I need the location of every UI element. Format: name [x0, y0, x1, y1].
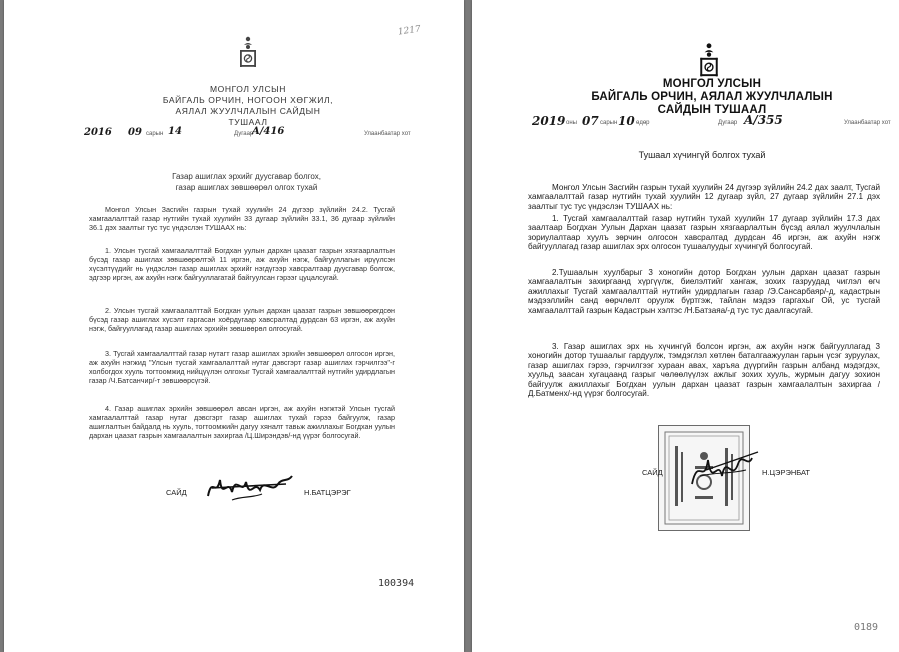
ministry-header-line: МОНГОЛ УЛСЫН	[209, 84, 287, 94]
clause-paragraph: 1. Тусгай хамгаалалттай газар нутгийн тухай хуулийн 17 дугаар зүйлийн 17.3 дах заалтаар Богдхан Уулын Дархан цаазат газрын хязгаарлалтын бүсэд аялал жуулчлалын зориулалтаар хуулъ зөрчин олгосон хавсралтад дурдсан 46 иргэн, аж ахуйн нэгж байгууллагад газар ашиглах эрх олгосон тушаалуудыг хүчингүй болгосугай.	[528, 214, 880, 252]
clause-paragraph: 3. Газар ашиглах эрх нь хүчингүй болсон иргэн, аж ахуйн нэгж байгууллагад 3 хоногийн дотор тушаалыг гардуулж, тэмдэглэл хөтлөн баталгаажуулан гарын үсэг зуруулах, газар ашиглах гэрээ, гэрчилгээг хураан авах, харъяа дүүргийн газрын албанд мэдэгдэх, хуульд заасан хугацаанд газрыг чөлөөлүүлэх ажлыг зохих хууль, журмын дагуу зохион байгуулж ажиллахыг Богдхан уулын дархан цаазат газрын хамгаалалтын захиргаа /Д.Батменх/-нд үүрэг болгосугай.	[528, 342, 880, 399]
ministry-header-line: САЙДЫН ТУШААЛ	[657, 104, 767, 116]
order-number: A/355	[744, 113, 783, 127]
preamble-paragraph: Монгол Улсын Засгийн газрын тухай хуулийн 24 дүгээр зүйлийн 24.2 дах заалт, Тусгай хамгаалалттай газар нутгийн тухай хуулийн 12 дугаар зүйл, 27 дугаар зүйлийн 27.1 дэх заалтыг тус тус үндэслэн ТУШААХ нь:	[528, 183, 880, 211]
number-label: Дугаар	[718, 120, 738, 126]
number-label: Дугаар	[234, 131, 254, 137]
order-meta-row	[84, 127, 414, 143]
location: Улаанбаатар хот	[364, 131, 411, 137]
date-month-label: сарын	[146, 131, 164, 137]
order-meta-row	[532, 114, 894, 132]
ministry-header-line: АЯЛАЛ ЖУУЛЧЛАЛЫН САЙДЫН	[175, 106, 321, 116]
document-serial-number: 0189	[854, 622, 879, 633]
clause-paragraph: 4. Газар ашиглах эрхийн зөвшөөрөл авсан иргэн, аж ахуйн нэгжтэй Улсын тусгай хамгаалалттай газар нутаг дэвсгэрт газар ашиглах тухай гэрээ байгуулж, газар ашиглалтын байдалд нь хууль, тогтоомжийн дагуу хяналт тавьж ажиллахыг Богдхан уулын дархан цаазат газрын хамгаалалтын захиргаа /Ц.Ширэндэв/-нд үүрэг болгосугай.	[89, 404, 395, 440]
ministry-header-line: МОНГОЛ УЛСЫН	[662, 78, 762, 90]
date-month: 09	[128, 127, 142, 138]
ministry-header-line: БАЙГАЛЬ ОРЧИН, АЯЛАЛ ЖУУЛЧЛАЛЫН	[591, 91, 833, 103]
date-year: 2019	[532, 114, 566, 128]
order-title-line: Газар ашиглах эрхийг дуусгавар болгох,	[172, 172, 321, 181]
handwritten-signature	[686, 446, 766, 492]
clause-paragraph: 2. Улсын тусгай хамгаалалттай Богдхан уулын дархан цаазат газрын зөвшөөрөгдсөн бүсэд газар ашиглах хүсэлт гаргасан хоёрдугаар хавсралтад дурдсан 63 иргэн, аж ахуйн нэгж, байгууллагад газар ашиглах эрхийн зөвшөөрөл олгосугай.	[89, 306, 395, 333]
location: Улаанбаатар хот	[844, 120, 891, 126]
date-day: 10	[618, 114, 635, 128]
clause-paragraph: 3. Тусгай хамгаалалттай газар нутагт газар ашиглах эрхийн зөвшөөрөл олгосон иргэн, аж ахуйн нэгжид "Улсын тусгай хамгаалалттай нутаг дэвсгэрт газар ашиглах гэрчилгээ"-г холбогдох хууль тогтоомжид нийцүүлэн олгохыг Тусгай хамгаалалттай нутгийн удирдлагын газар /Ч.Батсанчир/-т зөвшөөрсүгэй.	[89, 349, 395, 385]
handwritten-signature	[202, 470, 298, 506]
order-number: A/416	[252, 126, 285, 137]
clause-paragraph: 1. Улсын тусгай хамгаалалттай Богдхан уулын дархан цаазат газрын хязгаарлалтын бүсэд газар ашиглах зөвшөөрөлтэй 11 иргэн, аж ахуйн нэгж, байгууллагын ирүүлсэн хүсэлтүүдийг нь үндэслэн газар ашиглах эрхийг нэгдүгээр хавсралтаар дуусгавар болгож, эдгээр иргэн, аж ахуйн нэгж байгууллагатай байгуулсан гэрээг цуцалсугай.	[89, 246, 395, 282]
signer-name: Н.БАТЦЭРЭГ	[304, 488, 351, 497]
date-day: 14	[168, 126, 182, 137]
ministry-header	[582, 78, 842, 117]
handwritten-corner-mark: 1217	[397, 24, 422, 38]
minister-title: САЙД	[166, 488, 187, 497]
date-month-label: сарын	[600, 120, 618, 126]
date-year-label: оны	[566, 120, 577, 126]
ministry-header-line: БАЙГАЛЬ ОРЧИН, НОГООН ХӨГЖИЛ,	[162, 95, 334, 105]
clause-paragraph: 2.Тушаалын хуулбарыг 3 хоногийн дотор Богдхан уулын дархан цаазат газрын хамгаалалтын захиргаанд хүргүүлж, биелэлтийг хангаж, зохих газруудад чиглэл өгч ажиллахыг Тусгай хамгаалалттай нутгийн удирдлагын газар /Э.Сансарбаяр/-д, кадастрын мэдээллийн санд өөрчлөлт оруулж бүртгэж, тайлан мэдээ гаргахыг Ой, ус тусгай хамгаалалттай газрын Кадастрын хэлтэс /Н.Батзаяа/-д тус тус даалгасугай.	[528, 268, 880, 315]
signer-name: Н.ЦЭРЭНБАТ	[762, 468, 811, 477]
minister-title: САЙД	[642, 468, 663, 477]
ministry-header-line: ТУШААЛ	[228, 117, 268, 127]
order-title	[144, 171, 349, 193]
right-document-page	[472, 0, 899, 652]
left-document-page	[4, 0, 464, 652]
soyombo-emblem-icon	[697, 42, 721, 78]
order-title: Тушаал хүчингүй болгох тухай	[638, 150, 766, 160]
order-title-line: газар ашиглах зөвшөөрөл олгох тухай	[175, 183, 318, 192]
ministry-header	[134, 84, 362, 128]
document-serial-number: 100394	[378, 578, 415, 589]
date-day-label: өдөр	[636, 120, 650, 126]
preamble-paragraph: Монгол Улсын Засгийн газрын тухай хуулийн 24 дүгээр зүйлийн 24.2. Тусгай хамгаалалттай газар нутгийн тухай хуулийн 33 дугаар зүйлийн 33.1, 36 дугаар зүйлийн 36.1 дэх заалтыг тус тус үндэслэн ТУШААХ нь:	[89, 205, 395, 232]
date-month: 07	[582, 114, 599, 128]
date-year: 2016	[84, 127, 112, 138]
soyombo-emblem-icon	[237, 36, 259, 68]
